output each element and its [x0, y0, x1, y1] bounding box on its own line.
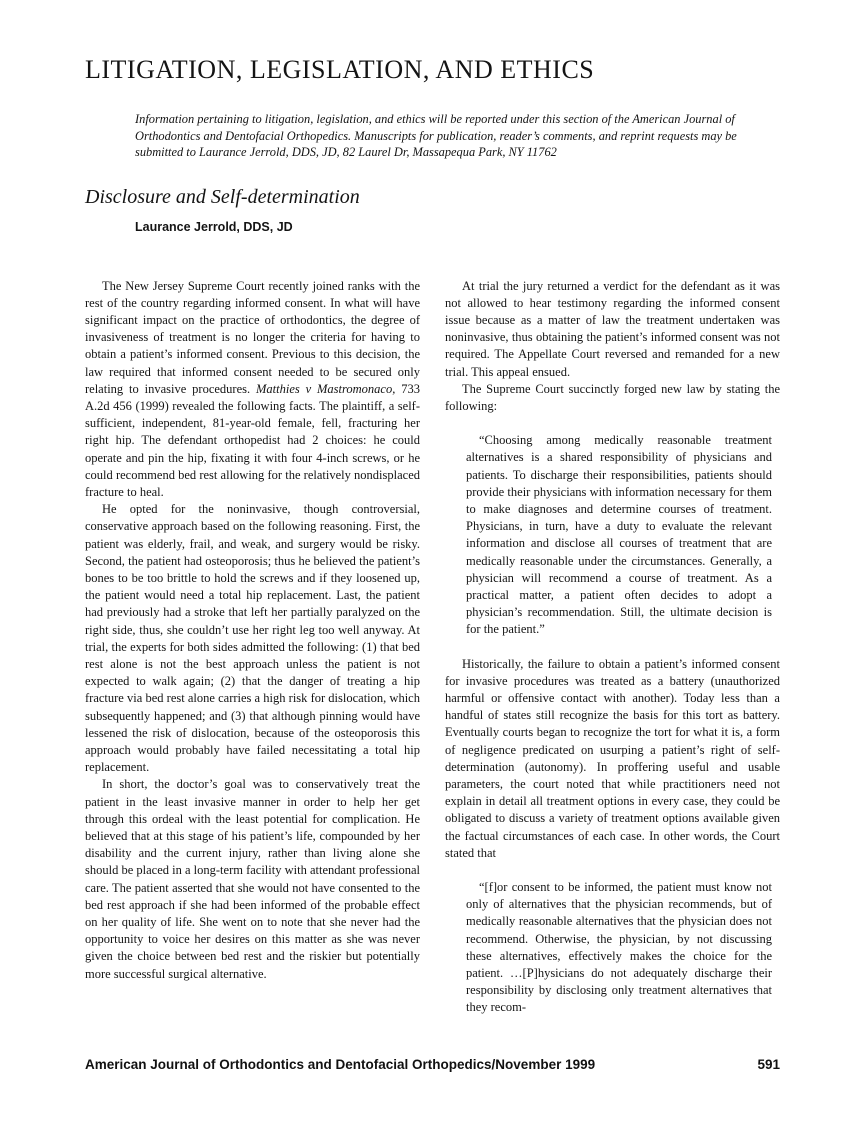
right-column: [445, 278, 780, 1056]
paragraph-text: The New Jersey Supreme Court recently joined ranks with the rest of the country regarding informed consent. In what will have significant impact on the practice of orthodontics, the degree of invasiveness of treatment is no longer the criteria for having to obtain a patient’s informed consent. Previous to this decision, the law required that informed consent needed to be secured only relating to invasive procedures.: [85, 278, 420, 396]
paragraph-doctors-goal: In short, the doctor’s goal was to conservatively treat the patient in the least invasive manner in order to help her get through this ordeal with the least potential for complication. He believed that at this stage of his patient’s life, compounded by her disability and the current injury, rather than living alone she should be placed in a long-term facility with attendant professional care. The patient asserted that she would not have consented to the bed rest approach if she had been informed of the probable effect on her quality of life. She went on to note that she never had the opportunity to voice her desires on this matter as she was never given the choice between bed rest and the riskier but potentially more successful surgical alternative.: [85, 777, 420, 981]
page-footer: [85, 1057, 780, 1072]
masthead-note: Information pertaining to litigation, legislation, and ethics will be reported under this section of the American Journal of Orthodontics and Dentofacial Orthopedics. Manuscripts for publication, reader’s comments, and reprint requests may be submitted to Laurance Jerrold, DDS, JD, 82 Laurel Dr, Massapequa Park, NY 11762: [135, 112, 737, 159]
blockquote-court-ruling: “Choosing among medically reasonable treatment alternatives is a shared responsibility of physicians and patients. To discharge their responsibilities, patients should provide their physicians with information necessary for them to make diagnoses and determine courses of treatment. Physicians, in turn, have a duty to evaluate the relevant information and disclose all courses of treatment that are medically reasonable under the circumstances. Generally, a physician will recommend a course of treatment. As a practical matter, a patient often decides to adopt a physician’s recommendation. Still, the ultimate decision is for the patient.”: [466, 433, 772, 637]
section-title: LITIGATION, LEGISLATION, AND ETHICS: [85, 55, 595, 84]
paragraph-facts: [85, 278, 420, 502]
blockquote-informed-consent: “[f]or consent to be informed, the patient must know not only of alternatives that the physician recommends, but of medically reasonable alternatives that the physician does not recommend. Otherwise, the physician, by not discussing these alternatives, effectively makes the choice for the patient. …[P]hysicians do not adequately discharge their responsibility by disclosing only treatment alternatives that they recom-: [466, 880, 772, 1015]
author-byline: Laurance Jerrold, DDS, JD: [135, 219, 293, 234]
case-citation: Matthies v Mastromonaco,: [255, 381, 396, 396]
page-number: 591: [757, 1057, 780, 1072]
article-title: Disclosure and Self-determination: [85, 185, 360, 208]
journal-footer-line: American Journal of Orthodontics and Dentofacial Orthopedics/November 1999: [85, 1057, 596, 1072]
page-content: [85, 55, 780, 1056]
paragraph-supreme-court: The Supreme Court succinctly forged new law by stating the following:: [445, 381, 780, 413]
paragraph-text: 733 A.2d 456 (1999) revealed the following facts. The plaintiff, a self-sufficient, independent, 81-year-old female, fell, fracturing her right hip. The defendant orthopedist had 2 choices: he could operate and pin the hip, fixating it with four 4-inch screws, or he could recommend bed rest allowing for the relatively nondisplaced fracture to heal.: [85, 381, 420, 499]
article-body: [85, 278, 780, 1056]
paragraph-trial-verdict: At trial the jury returned a verdict for the defendant as it was not allowed to hear testimony regarding the informed consent issue because as a matter of law the treatment undertaken was noninvasive, thus obtaining the patient’s informed consent was not required. The Appellate Court reversed and remanded for a new trial. This appeal ensued.: [445, 278, 780, 379]
left-column: [85, 278, 420, 1056]
paragraph-historically: Historically, the failure to obtain a patient’s informed consent for invasive procedures was treated as a battery (unauthorized harmful or offensive contact with another). Today less than a handful of states still recognize the basis for this tort as battery. Eventually courts began to recognize the tort for what it is, a form of negligence predicated on usurping a patient’s right of self-determination (autonomy). In proffering useful and usable parameters, the court noted that while practitioners need not explain in detail all treatment options in every case, they could be obligated to discuss a variety of treatment options available given the factual circumstances of each case. In other words, the Court stated that: [445, 656, 780, 860]
paragraph-reasoning: He opted for the noninvasive, though controversial, conservative approach based on the following reasoning. First, the patient was elderly, frail, and weak, and surgery would be risky. Second, the patient had osteoporosis; thus he believed the patient’s bones to be too brittle to hold the screws and if they loosened up, the patient would need a total hip replacement. Last, the patient had previously had a stroke that left her partially paralyzed on the right side, thus, she couldn’t use her right leg too well anyway. At trial, the experts for both sides admitted the following: (1) that bed rest alone is not the best approach unless the patient is not expected to walk again; (2) that the danger of treating a hip fracture via bed rest alone carries a high risk for dislocation, which subsequently happened; and (3) that although pinning would have lessened the risk of dislocation, because of the osteoporosis this approach would probably have failed necessitating a total hip replacement.: [85, 502, 420, 775]
